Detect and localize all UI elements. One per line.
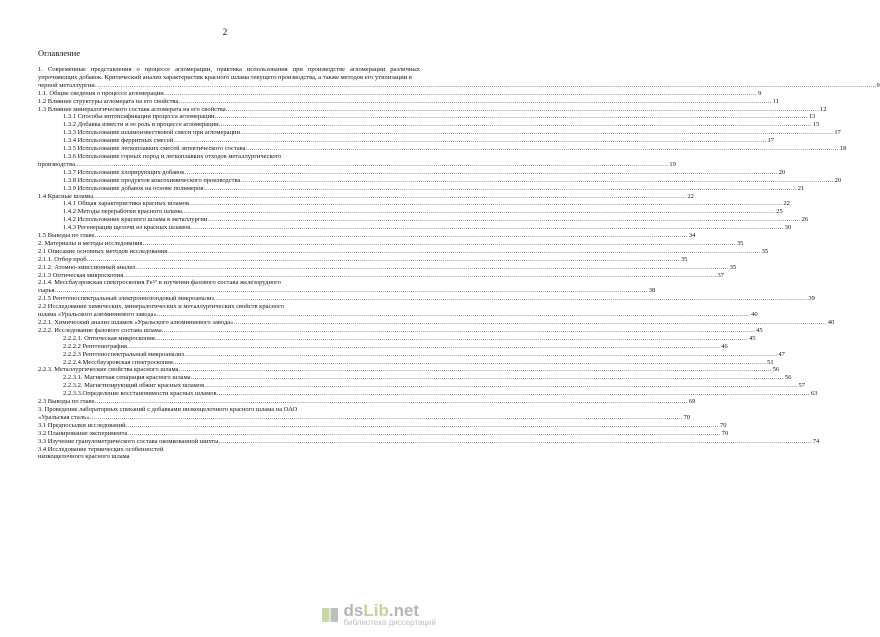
toc-entry-text: 2.2.3. Металлургические свойства красного шлама [38, 366, 179, 374]
toc-entry-text: 1.4.2 Методы переработки красного шлама [63, 208, 182, 216]
toc-entry-text: 3. Проведение лабораторных спеканий с добавками низкощелочного красного шлама на ОАО [38, 405, 298, 413]
toc-entry[interactable] [38, 255, 688, 264]
toc-entry-text: 1.3.5 Использование легкоплавких смесей эвтектического состава [63, 145, 246, 153]
toc-entry-text: 2.2.2.1. Оптическая микроскопия [63, 334, 155, 342]
toc-entry[interactable] [38, 287, 656, 295]
toc-entry-page: 21 [797, 184, 805, 192]
toc-entry[interactable] [38, 453, 420, 461]
toc-entry-page: 20 [778, 168, 786, 176]
toc-entry-page: 45 [749, 334, 756, 342]
toc-entry-line [38, 303, 420, 311]
toc-entry-line [38, 279, 420, 287]
toc-intro-tail-text: черной металлургии…………………………………………………………………………… [38, 81, 284, 89]
toc-entry-text: 1.1. Общие сведения о процессе агломерации [38, 89, 164, 97]
toc-entry[interactable] [38, 137, 775, 145]
toc-entry-text: 2. Материалы и методы исследования [38, 239, 143, 247]
toc-entry-text: 1.3.6 Использование горных пород и легкоплавких отходов металлургического [63, 152, 282, 160]
toc-entry-text: 2.1.2. Атомно-эмиссионный анализ [38, 263, 136, 271]
dslib-watermark [320, 602, 436, 627]
toc-entry-text: 1.4 Красные шламы [38, 192, 94, 200]
toc-entry-page: 25 [776, 208, 783, 216]
toc-entry-superscript: 57 [152, 279, 158, 285]
toc-entry-page: 20 [834, 176, 842, 184]
toc-title: Оглавление [38, 48, 80, 58]
toc-entry[interactable] [38, 326, 763, 335]
toc-entry[interactable] [38, 184, 805, 193]
toc-entry-text: 2.1.3 Оптическая микроскопия [38, 271, 124, 279]
table-of-contents [38, 66, 880, 461]
toc-entry-page: 18 [839, 145, 847, 153]
toc-entry-page: 17 [767, 137, 775, 145]
toc-entry[interactable] [38, 319, 835, 327]
toc-entry-text: 2.1.5 Рентгеноспектральный электроннозондовый микроанализ [38, 295, 215, 303]
toc-entry-page: 46 [721, 342, 728, 350]
toc-entry[interactable] [38, 398, 696, 406]
toc-entry[interactable] [38, 129, 841, 137]
toc-entry-text: 2.2.2.3 Рентгеноспектральный микроанализ [63, 350, 185, 358]
toc-entry[interactable] [38, 390, 818, 398]
toc-entry[interactable] [38, 350, 785, 359]
toc-entry[interactable] [38, 366, 780, 374]
toc-entry[interactable] [38, 374, 792, 382]
toc-entry[interactable] [38, 89, 762, 98]
toc-entry-text: 1.4.1 Общая характеристика красных шламов [63, 200, 190, 208]
toc-entry-page: 26 [801, 216, 809, 224]
toc-entry-text: 2.2.3.2. Магнетизирующий обжиг красных шламов [63, 382, 205, 390]
toc-entry-text: 2.2.1. Химический анализ шламов «Уральского алюминиевого завода» [38, 319, 234, 326]
toc-entry-line [38, 406, 420, 414]
toc-entry-text: 2.3 Выводы по главе [38, 398, 95, 406]
toc-entry-text: 2.1 Описание основных методов исследования [38, 247, 168, 255]
toc-entry[interactable] [38, 176, 842, 185]
toc-entry-page: 70 [683, 413, 691, 421]
toc-entry-page: 17 [834, 129, 841, 137]
toc-entry-text: 1.4.3 Регенерация щелочи из красных шламов [63, 224, 191, 232]
toc-entry-page: 11 [772, 97, 779, 105]
toc-entry-page: 34 [688, 232, 696, 240]
page-number: 2 [222, 28, 228, 38]
toc-entry[interactable] [38, 160, 676, 169]
toc-entry-text: 2.2.2.4.Мессбауэровская спектроскопия [63, 358, 173, 366]
toc-entry[interactable] [38, 239, 744, 248]
toc-entry-continuation: «Уральская сталь» [38, 413, 90, 421]
toc-entry-page: 56 [772, 366, 780, 374]
toc-entry[interactable] [38, 145, 847, 153]
toc-entry-text: 3.1 Предпосылки исследований [38, 421, 126, 429]
toc-entry[interactable] [38, 105, 827, 114]
toc-entry-page: 69 [688, 398, 696, 406]
toc-entry-page: 30 [784, 224, 792, 232]
toc-entry-page: 35 [729, 263, 737, 271]
toc-entry-page: 70 [719, 421, 727, 429]
toc-entry[interactable] [38, 224, 792, 232]
toc-entry-text: 2.2.2.2 Рентгенография [63, 342, 127, 350]
toc-entry-page: 38 [648, 287, 656, 295]
toc-entry-continuation: производства [38, 160, 76, 168]
toc-entry[interactable] [38, 208, 783, 216]
toc-entry[interactable] [38, 216, 809, 224]
toc-intro-paragraph: 1. Современные представления о процессе агломерации, практика использования при производстве агломерации различных упрочняющих добавок. Критический анализ характеристик красного шлама текущего производства, а также методов его утилизации в [38, 66, 420, 81]
toc-entry-page: 37 [717, 271, 725, 279]
toc-entry-text: 3.4 Исследование термических особенностей [38, 445, 164, 453]
toc-entry[interactable] [38, 311, 758, 319]
toc-entry[interactable] [38, 413, 691, 422]
toc-entry[interactable] [38, 429, 729, 438]
toc-entry-text: 1.2 Влияние структуры агломерата на его свойства [38, 97, 179, 105]
toc-entry[interactable] [38, 192, 694, 201]
toc-entry[interactable] [38, 382, 805, 390]
toc-entry-page: 74 [812, 437, 820, 445]
toc-entry[interactable] [38, 263, 737, 272]
toc-entry[interactable] [38, 295, 815, 303]
toc-entry-page: 63 [810, 390, 818, 398]
toc-entry-page: 40 [751, 311, 758, 319]
toc-entry-page: 19 [669, 160, 676, 168]
toc-entry-text: 1.3.1 Способы интенсификации процесса агломерации [63, 113, 215, 121]
toc-entry[interactable] [38, 421, 727, 430]
toc-entry-text: 1.3.2 Добавка извести и ее роль в процессе агломерации [63, 121, 219, 129]
toc-entry-text: 2.1.4. Мессбауэровская спектроскопия Fe [38, 279, 153, 287]
toc-intro-tail [38, 81, 880, 90]
toc-entry-page: 57 [798, 382, 805, 390]
toc-entry-page: 35 [680, 255, 688, 263]
toc-entry-text: 1.3 Влияние минералогического состава агломерата на его свойства [38, 105, 226, 113]
toc-entry-page: 40 [827, 319, 835, 326]
toc-entry-page: 51 [767, 358, 774, 366]
toc-entry-page: 13 [808, 113, 816, 121]
toc-entry-page: 56 [784, 374, 792, 382]
toc-entry-text: 2.2.3.1. Магнитная сепарация красного шлама [63, 374, 191, 382]
toc-entry[interactable] [38, 97, 779, 106]
book-icon [320, 605, 340, 625]
toc-entry-text: 2.1.1. Отбор проб [38, 255, 87, 263]
toc-entry-line [38, 153, 420, 161]
toc-entry-text: 2.2.3.3.Определение восстановимости красных шламов [63, 390, 217, 398]
toc-entry-text: 1.3.7 Использование хлорирующих добавок [63, 168, 185, 176]
toc-entry-text: 1.3.8 Использование продуктов коксохимического производства [63, 176, 241, 184]
toc-entry-page: 35 [736, 239, 744, 247]
toc-entry-page: 15 [812, 121, 820, 129]
toc-intro-page: 9 [876, 81, 880, 89]
toc-entry-text: 3.2 Планирование эксперимента [38, 429, 128, 437]
toc-entry-text: 1.3.4 Использование ферритных смесей [63, 137, 174, 145]
toc-entry[interactable] [38, 232, 696, 240]
toc-entry[interactable] [38, 247, 769, 256]
toc-entry-page: 47 [778, 350, 785, 358]
toc-entry-page: 22 [783, 200, 790, 208]
toc-entry-continuation: сырья [38, 287, 55, 295]
toc-entry[interactable] [38, 334, 756, 343]
toc-entry[interactable] [38, 200, 790, 208]
toc-entry-text: 1.5 Выводы по главе [38, 232, 95, 240]
toc-entry[interactable] [38, 437, 820, 446]
toc-entry-text: 3.3 Изучение гранулометрического состава окомкованной шихты [38, 437, 219, 445]
toc-entry-page: 9 [758, 89, 762, 97]
toc-entry[interactable] [38, 113, 816, 121]
toc-entry-text: 2.2.2. Исследование фазового состава шлама [38, 326, 162, 334]
toc-entry-text: 1.4.2 Использование красного шлама в металлургии [63, 216, 208, 224]
watermark-brand: dsLib.net [343, 601, 420, 620]
toc-entry-page: 45 [756, 326, 763, 334]
toc-entry-continuation: шлама «Уральского алюминиевого завода» [38, 311, 157, 319]
toc-entry-text-after: в изучении фазового состава железорудного [157, 279, 281, 287]
toc-entry-text: 1.3.9 Использование добавок на основе полимеров [63, 184, 204, 192]
toc-entry[interactable] [38, 358, 774, 367]
toc-entry-continuation: низкощелочного красного шлама [38, 453, 130, 461]
toc-entry-page: 12 [820, 105, 827, 113]
toc-entry-page: 22 [687, 192, 694, 200]
toc-entry-text: 2.2 Исследование химических, минералогических и металлургических свойств красного [38, 303, 284, 311]
toc-entry-page: 39 [808, 295, 815, 303]
toc-entry-page: 70 [721, 429, 729, 437]
toc-entry[interactable] [38, 342, 728, 351]
toc-entry-page: 35 [761, 247, 769, 255]
toc-entry[interactable] [38, 168, 786, 177]
watermark-subtitle: библиотека диссертаций [343, 618, 436, 627]
toc-entry[interactable] [38, 271, 725, 280]
toc-entry-line [38, 446, 420, 454]
toc-entry[interactable] [38, 121, 820, 129]
toc-entry-text: 1.3.3 Использование шламоизвестковой смеси при агломерации [63, 129, 240, 137]
